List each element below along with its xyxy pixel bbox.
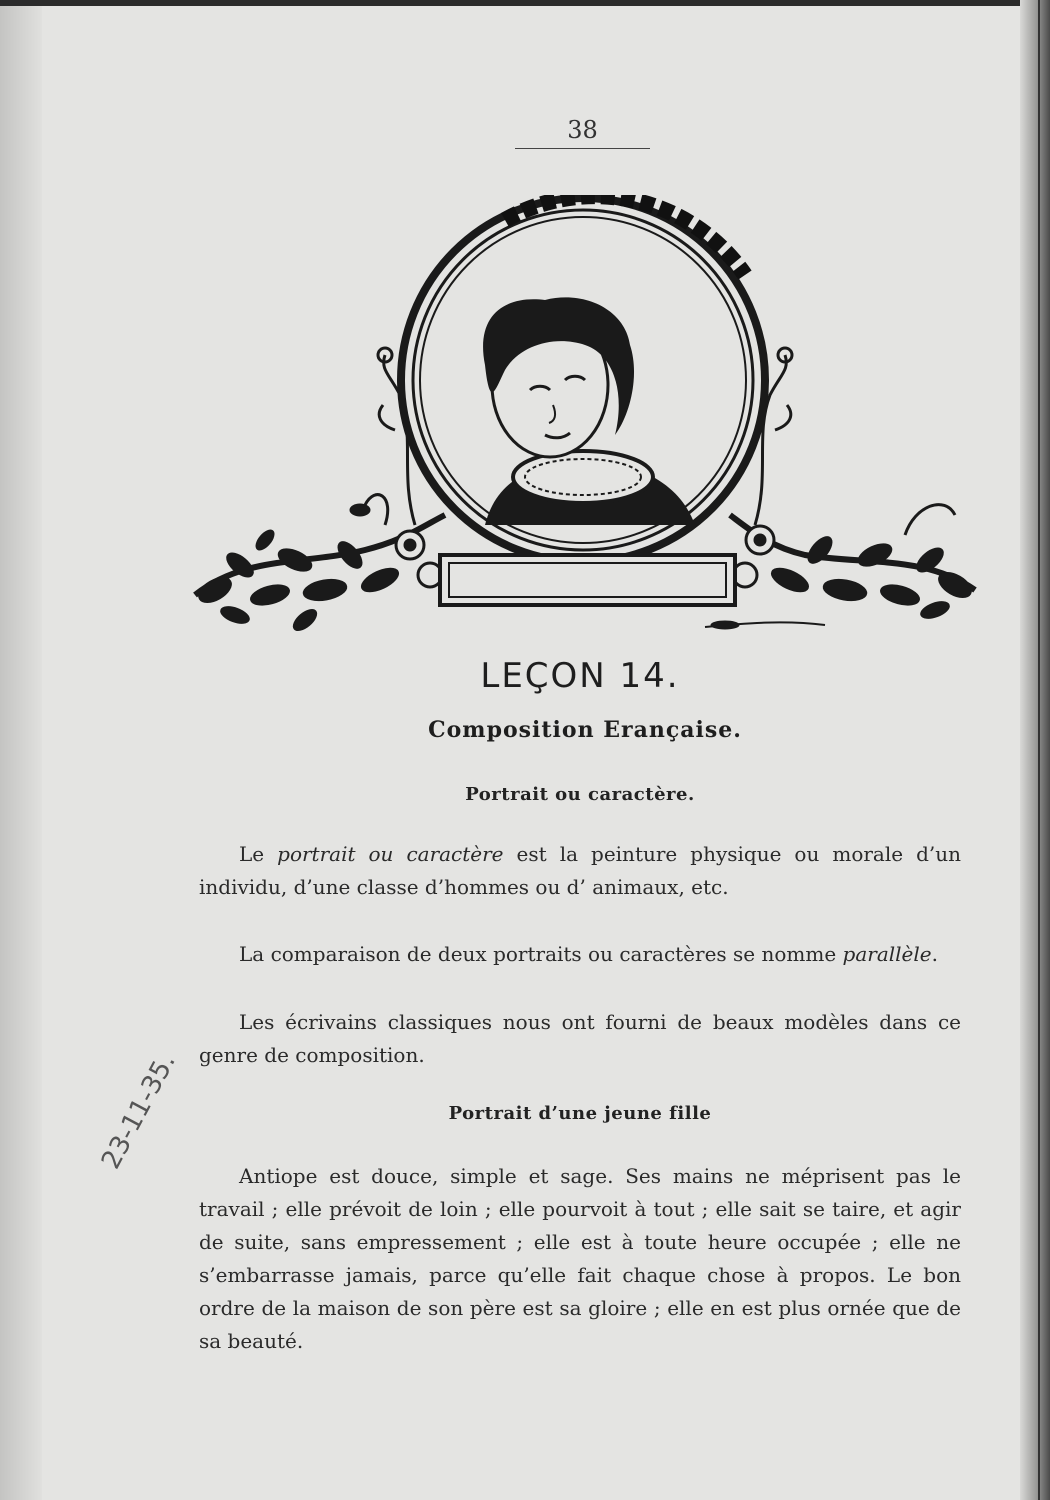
- paragraph-definition-rest: est la peinture physique ou morale d’un individu, d’une classe d’hommes ou d’ animaux, etc.: [199, 842, 962, 899]
- page-number-rule: [515, 148, 650, 149]
- paragraph-parallele-lead: La comparaison de deux portraits ou caractères se nomme: [239, 942, 837, 966]
- handwritten-date-note: 23-11-35.: [96, 1048, 182, 1175]
- section-heading-portrait: Portrait ou caractère.: [465, 784, 695, 805]
- lesson-subtitle: Composition Erançaise.: [428, 717, 742, 743]
- paragraph-parallele: [199, 938, 961, 971]
- title-cartouche: [440, 555, 735, 605]
- paragraph-antiope-text: Antiope est douce, simple et sage. Ses mains ne méprisent pas le travail ; elle prévoit de loin ; elle pourvoit à tout ; elle sait se taire, et agir de suite, sans empressement ; elle est à toute heure occupée ; elle ne s’embarrasse jamais, parce qu’elle fait chaque chose à propos. Le bon ordre de la maison de son père est sa gloire ; elle en est plus ornée que de sa beauté.: [199, 1164, 961, 1353]
- paragraph-definition-lead: Le: [239, 842, 265, 866]
- page-gutter-shadow: [0, 0, 42, 1500]
- paragraph-parallele-rest: .: [931, 942, 938, 966]
- paragraph-classics: [199, 1006, 961, 1072]
- floral-garland-right: [705, 505, 976, 629]
- paragraph-classics-text: Les écrivains classiques nous ont fourni de beaux modèles dans ce genre de composition.: [199, 1010, 961, 1067]
- floral-garland-left: [194, 495, 445, 635]
- page-number: 38: [567, 116, 598, 144]
- portrait-vignette-illustration: [185, 195, 985, 645]
- page-right-edge-line: [1038, 0, 1040, 1500]
- paragraph-definition: [199, 838, 961, 904]
- page-right-edge: [1020, 0, 1050, 1500]
- section-heading-jeune-fille: Portrait d’une jeune fille: [448, 1103, 712, 1124]
- page-top-edge: [0, 0, 1050, 6]
- paragraph-parallele-term: parallèle: [842, 942, 932, 966]
- paragraph-definition-term: portrait ou caractère: [277, 842, 504, 866]
- paragraph-antiope: [199, 1160, 961, 1358]
- lesson-title: LEÇON 14.: [480, 656, 680, 696]
